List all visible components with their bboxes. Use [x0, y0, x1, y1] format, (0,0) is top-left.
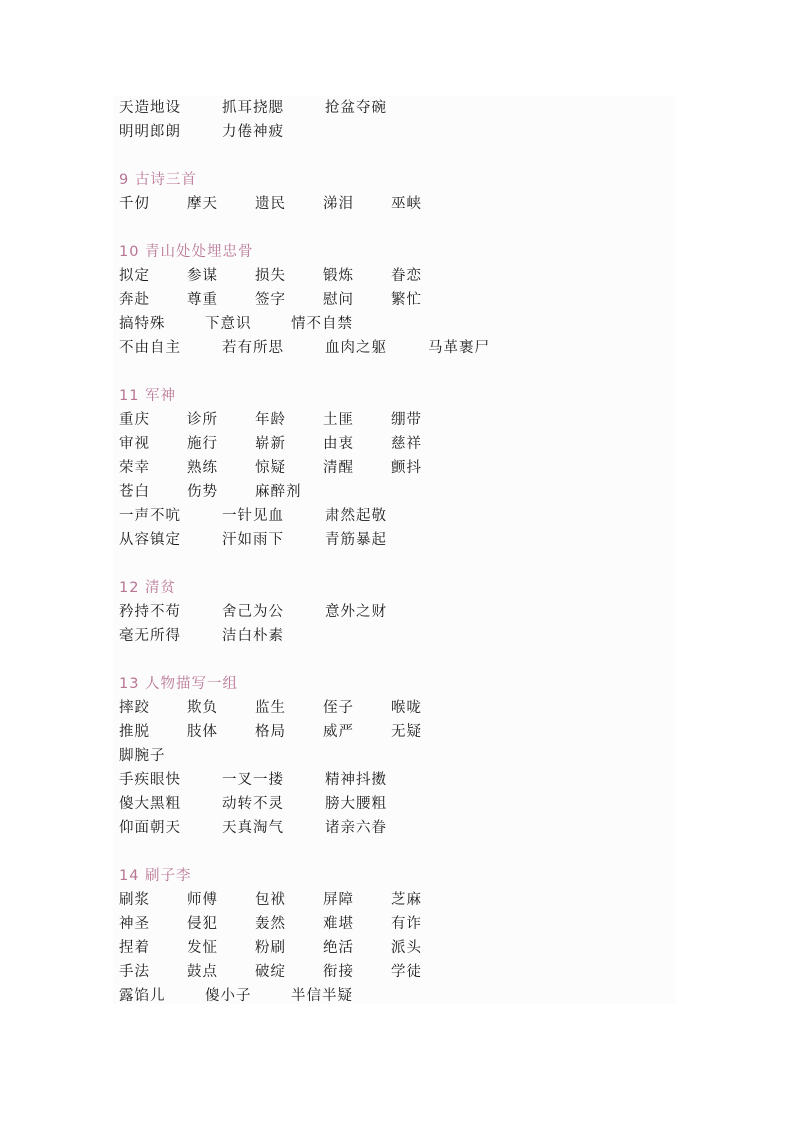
vocab-word: 重庆	[119, 412, 150, 428]
word-row	[119, 960, 674, 984]
vocab-word: 威严	[323, 724, 354, 740]
vocab-word: 半信半疑	[291, 988, 353, 1004]
vocab-word: 学徒	[391, 964, 422, 980]
vocab-word: 仰面朝天	[119, 820, 181, 836]
section-title: 10 青山处处埋忠骨	[119, 244, 254, 260]
vocab-word: 青筋暴起	[325, 532, 387, 548]
vocab-word: 一叉一搂	[222, 772, 284, 788]
vocab-word: 芝麻	[391, 892, 422, 908]
word-row	[119, 792, 674, 816]
word-row	[119, 120, 674, 144]
vocab-word: 露馅儿	[119, 988, 166, 1004]
vocab-word: 膀大腰粗	[325, 796, 387, 812]
vocab-word: 毫无所得	[119, 628, 181, 644]
word-row	[119, 600, 674, 624]
vocab-word: 参谋	[187, 268, 218, 284]
section-spacer	[119, 840, 674, 864]
vocab-word: 抓耳挠腮	[222, 100, 284, 116]
vocab-word: 脚腕子	[119, 748, 166, 764]
vocab-word: 尊重	[187, 292, 218, 308]
vocab-word: 粉刷	[255, 940, 286, 956]
vocab-word: 一针见血	[222, 508, 284, 524]
vocab-word: 难堪	[323, 916, 354, 932]
word-row	[119, 696, 674, 720]
word-row	[119, 984, 674, 1008]
word-row	[119, 768, 674, 792]
vocab-word: 侄子	[323, 700, 354, 716]
vocab-word: 轰然	[255, 916, 286, 932]
word-row	[119, 912, 674, 936]
vocab-word: 抢盆夺碗	[325, 100, 387, 116]
vocab-word: 遗民	[255, 196, 286, 212]
vocab-word: 繁忙	[391, 292, 422, 308]
section-title: 11 军神	[119, 388, 177, 404]
vocab-word: 神圣	[119, 916, 150, 932]
section-title: 13 人物描写一组	[119, 676, 239, 692]
section-spacer	[119, 552, 674, 576]
vocab-word: 慈祥	[391, 436, 422, 452]
vocab-word: 摔跤	[119, 700, 150, 716]
vocab-word: 颤抖	[391, 460, 422, 476]
vocab-word: 一声不吭	[119, 508, 181, 524]
vocab-word: 绷带	[391, 412, 422, 428]
vocab-word: 矜持不苟	[119, 604, 181, 620]
vocab-word: 喉咙	[391, 700, 422, 716]
vocab-word: 衔接	[323, 964, 354, 980]
word-row	[119, 888, 674, 912]
vocab-word: 鼓点	[187, 964, 218, 980]
vocab-word: 伤势	[187, 484, 218, 500]
vocab-word: 屏障	[323, 892, 354, 908]
vocab-word: 肢体	[187, 724, 218, 740]
word-row	[119, 192, 674, 216]
word-row	[119, 504, 674, 528]
vocab-word: 格局	[255, 724, 286, 740]
section-spacer	[119, 144, 674, 168]
vocab-word: 不由自主	[119, 340, 181, 356]
vocab-word: 舍己为公	[222, 604, 284, 620]
vocab-word: 下意识	[205, 316, 252, 332]
vocabulary-list	[119, 96, 674, 1008]
vocab-word: 绝活	[323, 940, 354, 956]
section-title: 12 清贫	[119, 580, 177, 596]
vocab-word: 由衷	[323, 436, 354, 452]
word-row	[119, 456, 674, 480]
word-row	[119, 312, 674, 336]
vocab-word: 从容镇定	[119, 532, 181, 548]
vocab-word: 年龄	[255, 412, 286, 428]
vocab-word: 破绽	[255, 964, 286, 980]
vocab-word: 土匪	[323, 412, 354, 428]
vocab-word: 有诈	[391, 916, 422, 932]
vocab-word: 血肉之躯	[325, 340, 387, 356]
vocab-word: 诸亲六眷	[325, 820, 387, 836]
vocab-word: 天真淘气	[222, 820, 284, 836]
vocab-word: 发怔	[187, 940, 218, 956]
vocab-word: 推脱	[119, 724, 150, 740]
vocab-word: 荣幸	[119, 460, 150, 476]
vocab-word: 包袱	[255, 892, 286, 908]
vocab-word: 马革裹尸	[428, 340, 490, 356]
section-title: 9 古诗三首	[119, 172, 197, 188]
vocab-word: 损失	[255, 268, 286, 284]
vocab-word: 情不自禁	[291, 316, 353, 332]
vocab-word: 傻大黑粗	[119, 796, 181, 812]
vocab-word: 巫峡	[391, 196, 422, 212]
section-spacer	[119, 360, 674, 384]
vocab-word: 崭新	[255, 436, 286, 452]
vocab-word: 奔赴	[119, 292, 150, 308]
vocab-word: 刷浆	[119, 892, 150, 908]
vocab-word: 力倦神疲	[222, 124, 284, 140]
vocab-word: 汗如雨下	[222, 532, 284, 548]
word-row	[119, 432, 674, 456]
word-row	[119, 264, 674, 288]
vocab-word: 明明郎朗	[119, 124, 181, 140]
vocab-word: 涕泪	[323, 196, 354, 212]
vocab-word: 洁白朴素	[222, 628, 284, 644]
vocab-word: 审视	[119, 436, 150, 452]
vocab-word: 师傅	[187, 892, 218, 908]
vocab-word: 拟定	[119, 268, 150, 284]
word-row	[119, 528, 674, 552]
word-row	[119, 288, 674, 312]
vocab-word: 惊疑	[255, 460, 286, 476]
word-row	[119, 720, 674, 744]
vocab-word: 傻小子	[205, 988, 252, 1004]
vocab-word: 手疾眼快	[119, 772, 181, 788]
vocab-word: 锻炼	[323, 268, 354, 284]
vocab-word: 精神抖擞	[325, 772, 387, 788]
vocab-word: 施行	[187, 436, 218, 452]
vocab-word: 若有所思	[222, 340, 284, 356]
vocab-word: 摩天	[187, 196, 218, 212]
vocab-word: 侵犯	[187, 916, 218, 932]
vocab-word: 搞特殊	[119, 316, 166, 332]
vocab-word: 眷恋	[391, 268, 422, 284]
section-spacer	[119, 648, 674, 672]
vocab-word: 天造地设	[119, 100, 181, 116]
vocab-word: 无疑	[391, 724, 422, 740]
vocab-word: 肃然起敬	[325, 508, 387, 524]
section-spacer	[119, 216, 674, 240]
word-row	[119, 480, 674, 504]
vocab-word: 麻醉剂	[255, 484, 302, 500]
word-row	[119, 744, 674, 768]
word-row	[119, 408, 674, 432]
vocab-word: 诊所	[187, 412, 218, 428]
vocab-word: 千仞	[119, 196, 150, 212]
word-row	[119, 816, 674, 840]
word-row	[119, 96, 674, 120]
word-row	[119, 336, 674, 360]
vocab-word: 监生	[255, 700, 286, 716]
vocab-word: 意外之财	[325, 604, 387, 620]
section-title: 14 刷子李	[119, 868, 192, 884]
vocab-word: 慰问	[323, 292, 354, 308]
vocab-word: 欺负	[187, 700, 218, 716]
vocab-word: 签字	[255, 292, 286, 308]
vocab-word: 派头	[391, 940, 422, 956]
vocab-word: 熟练	[187, 460, 218, 476]
word-row	[119, 624, 674, 648]
vocab-word: 手法	[119, 964, 150, 980]
vocab-word: 苍白	[119, 484, 150, 500]
vocab-word: 动转不灵	[222, 796, 284, 812]
vocab-word: 清醒	[323, 460, 354, 476]
vocab-word: 捏着	[119, 940, 150, 956]
word-row	[119, 936, 674, 960]
